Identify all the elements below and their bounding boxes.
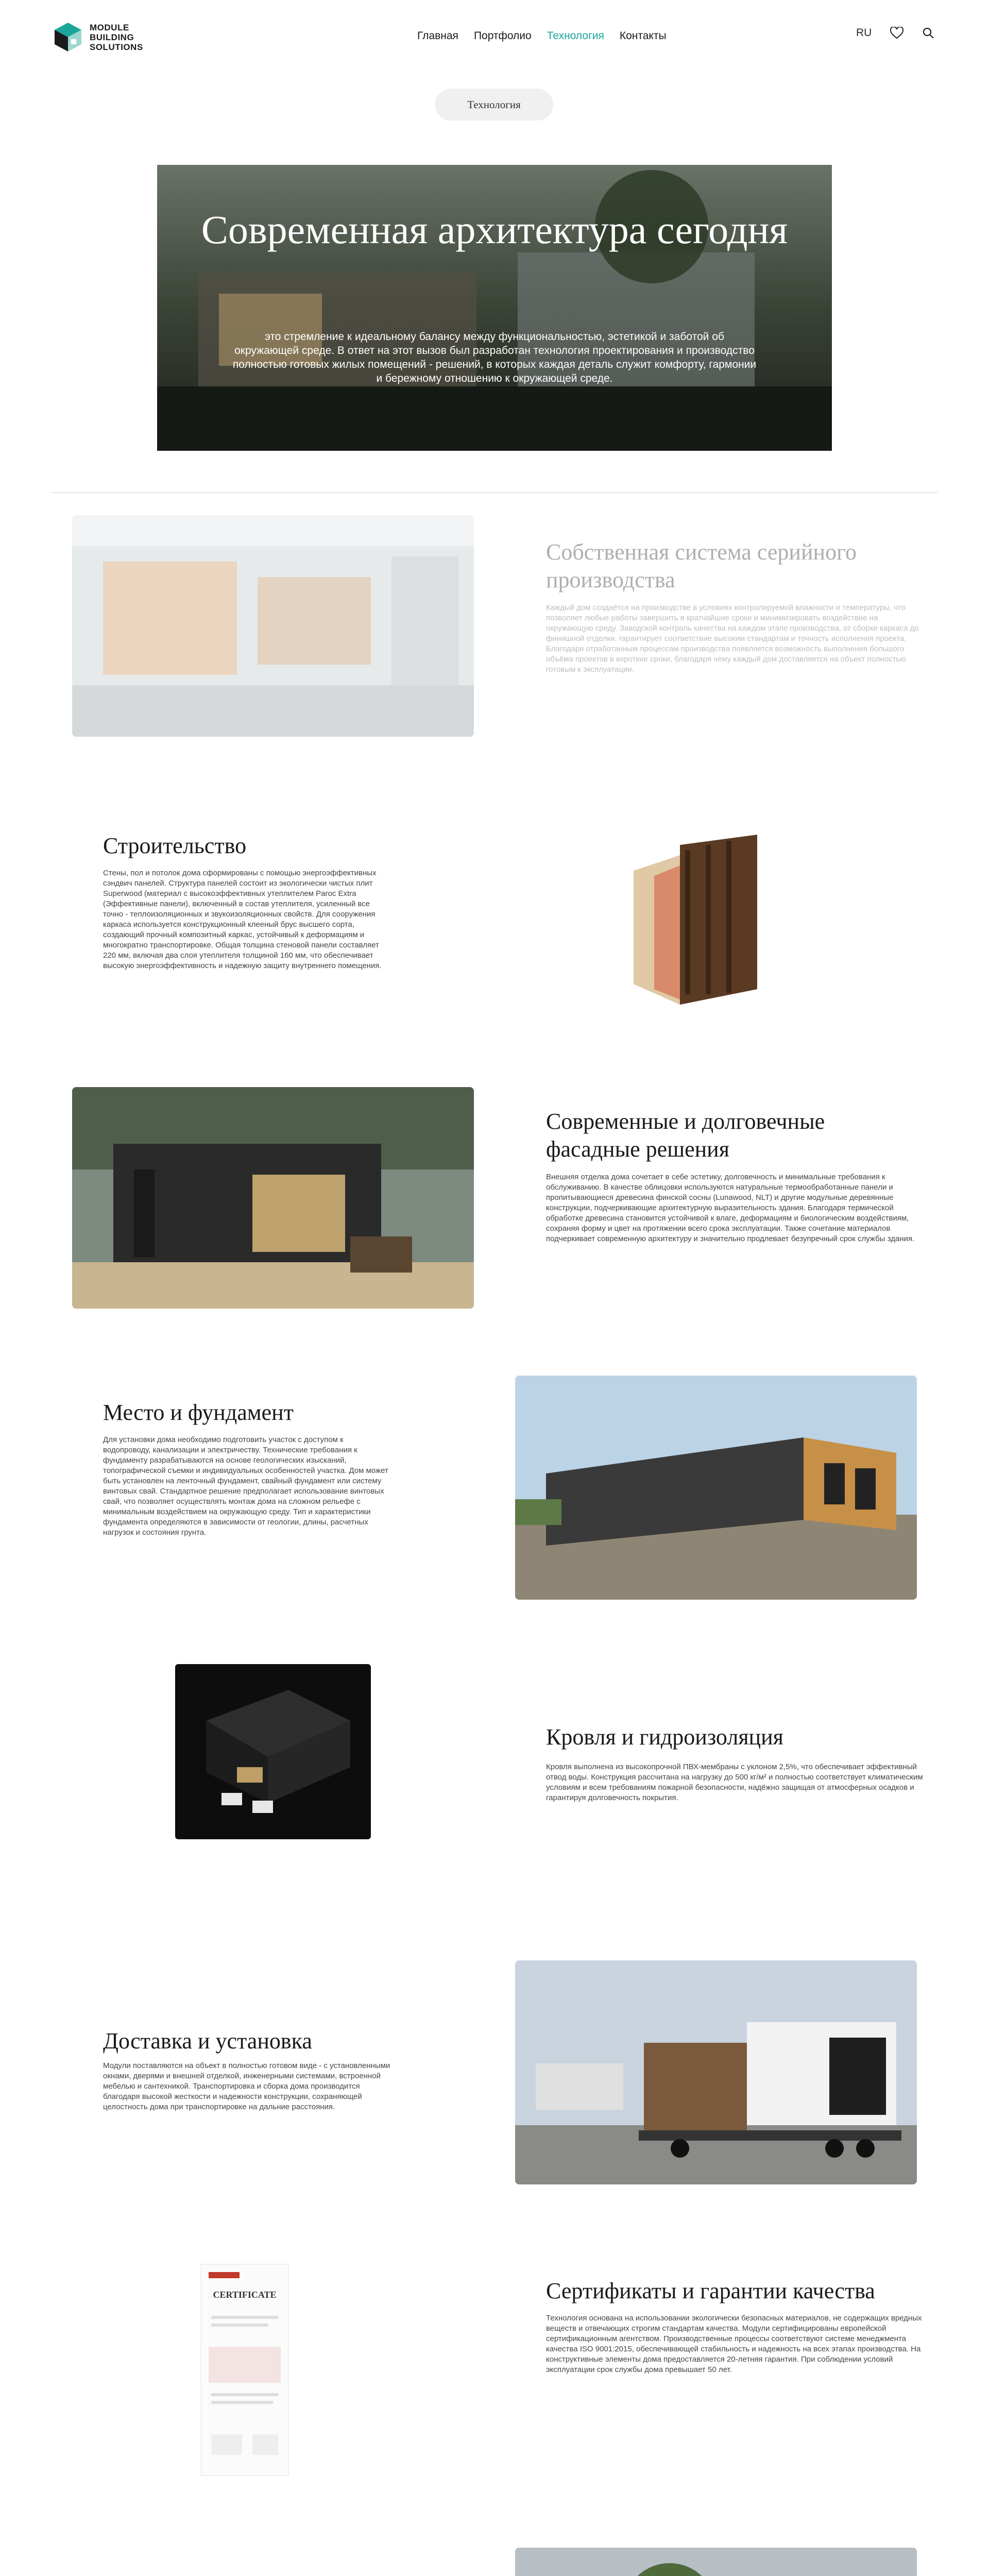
section-text-roof: Кровля выполнена из высокопрочной ПВХ-мембраны с уклоном 2,5%, что обеспечивает эффективный отвод воды. Конструкция рассчитана на нагрузку до 500 кг/м² и полностью соответствует климатическим условиям и всем требованиям пожарной безопасности, надёжно защищая от атмосферных осадков и гарантируя долговечность покрытия.: [546, 1762, 923, 1802]
section-title-delivery: Доставка и установка: [103, 2028, 312, 2054]
logo-line: BUILDING: [90, 32, 134, 42]
section-title-foundation: Место и фундамент: [103, 1400, 294, 1425]
certificate-image: [196, 2259, 294, 2481]
header-actions: [856, 27, 934, 39]
section-title-roof: Кровля и гидроизоляция: [546, 1724, 783, 1750]
certificate-heading: CERTIFICATE: [213, 2290, 277, 2300]
architecture-image: [515, 2548, 917, 2576]
section-text-foundation: Для установки дома необходимо подготовить участок с доступом к водопроводу, канализации и электричеству. Технические требования к фундаменту разрабатываются на основе геологических изысканий, топографической съемки и индивидуальных особенностей участка. Дом может быть установлен на ленточный фундамент, свайный фундамент или систему винтовых свай. Стандартное решение предполагает использование винтовых свай, что позволяет осуществлять монтаж дома на сложном рельефе с минимальным воздействием на окружающую среду. Тип и характеристики фундамента определяются в зависимости от геологии, длины, расчетных нагрузок и состояния грунта.: [103, 1435, 388, 1537]
section-text-construction: Стены, пол и потолок дома сформированы с помощью энергоэффективных сэндвич панелей. Структура панелей состоит из экологически чистых плит Superwood (материал с высокоэффективных утеплителем Paroc Extra (Эффективные панели), включенный в состав утеплителя, усиленный все точно - теплоизоляционных и звукоизоляционных свойств. Для сооружения каркаса используется конструкционный клееный брус высшего сорта, создающий прочный композитный каркас, устойчивый к деформациям и многократно транспортировке. Общая толщина стеновой панели составляет 220 мм, включая два слоя утеплителя толщиной 160 мм, что обеспечивает высокую энергоэффективность и надежную защиту внутреннего помещения.: [103, 869, 382, 970]
main-nav: [417, 30, 667, 42]
production-image: [72, 515, 474, 737]
nav-item-technology[interactable]: Технология: [547, 30, 604, 42]
section-title-certificates: Сертификаты и гарантии качества: [546, 2278, 875, 2303]
hero-text: это стремление к идеальному балансу между функциональностью, эстетикой и заботой об окружающей среде. В ответ на этот вызов был разработан технология проектирования и производство полностью готовых жилых помещений - решений, в которых каждая деталь служит комфорту, гармонии и бережному отношению к окружающей среде.: [232, 331, 757, 384]
nav-item-home[interactable]: Главная: [417, 30, 458, 42]
wall-panel-image: [603, 835, 793, 1015]
hero-banner: [157, 165, 832, 451]
logo-text: [90, 23, 143, 52]
facade-image: [72, 1087, 474, 1309]
section-text-production: Каждый дом создаётся на производстве в условиях контролируемой влажности и температуры, что позволяет любые работы завершить в кратчайшие сроки и минимизировать воздействие на окружающую среду. Заводской контроль качества на каждом этапе производства, от сборки каркаса до финишной отделки, гарантирует соответствие высоким стандартам и точность исполнения проекта. Благодаря отработанным процессам производства появляется возможность выполнения большого объёма проектов в короткие сроки, благодаря чему каждый дом доставляется на объект полностью готовым к эксплуатации.: [546, 603, 919, 674]
nav-item-contacts[interactable]: Контакты: [619, 30, 667, 42]
logo-cube-icon: [52, 21, 84, 54]
site-header: [0, 0, 989, 75]
section-title-facade: Современные и долговечные фасадные решения: [546, 1109, 825, 1162]
logo-line: SOLUTIONS: [90, 42, 143, 52]
delivery-image: [515, 1960, 917, 2184]
hero-title: Современная архитектура сегодня: [201, 207, 788, 252]
logo[interactable]: [52, 19, 144, 56]
section-title-construction: Строительство: [103, 833, 247, 858]
section-text-delivery: Модули поставляются на объект в полностью готовом виде - с установленными окнами, дверями и внешней отделкой, инженерными системами, встроенной мебелью и сантехникой. Транспортировка и сборка дома производится благодаря высокой жесткости и надежности конструкции, сохраняющей целостность дома при транспортировке на дальние расстояния.: [103, 2061, 390, 2111]
language-switcher[interactable]: RU: [856, 27, 872, 39]
section-text-certificates: Технология основана на использовании экологически безопасных материалов, не содержащих вредных веществ и отвечающих строгим стандартам качества. Модули сертифицированы европейской сертификационным агентством. Производственные процессы соответствуют системе менеджмента качества ISO 9001:2015, обеспечивающей стабильность и надежность на всех этапах производства. На конструктивные элементы дома предоставляется 20-летняя гарантия. При соблюдении условий эксплуатации срок службы дома превышает 50 лет.: [546, 2314, 922, 2374]
logo-line: MODULE: [90, 22, 129, 32]
page-title-pill: Технология: [435, 89, 553, 121]
nav-item-portfolio[interactable]: Портфолио: [473, 30, 532, 42]
search-icon[interactable]: [922, 27, 934, 39]
section-divider: [52, 492, 937, 493]
section-title-production: Собственная система серийного производства: [546, 539, 857, 592]
roof-image: [175, 1664, 371, 1839]
heart-icon[interactable]: [890, 27, 903, 39]
section-text-facade: Внешняя отделка дома сочетает в себе эстетику, долговечность и минимальные требования к обслуживанию. В качестве облицовки используются натуральные термообработанные панели и пропитывающиеся древесина финской сосны (Lunawood, NLT) и другие модульные деревянные конструкции, подчеркивающие архитектурную выразительность здания. Благодаря термической обработке древесина становится устойчивой к влаге, деформациям и биологическим воздействиям, сохраняя форму и цвет на протяжении всего срока эксплуатации. Также сочетание материалов подчеркивает современную архитектуру и значительно продлевает безупречный срок службы здания.: [546, 1173, 915, 1243]
foundation-image: [515, 1376, 917, 1600]
